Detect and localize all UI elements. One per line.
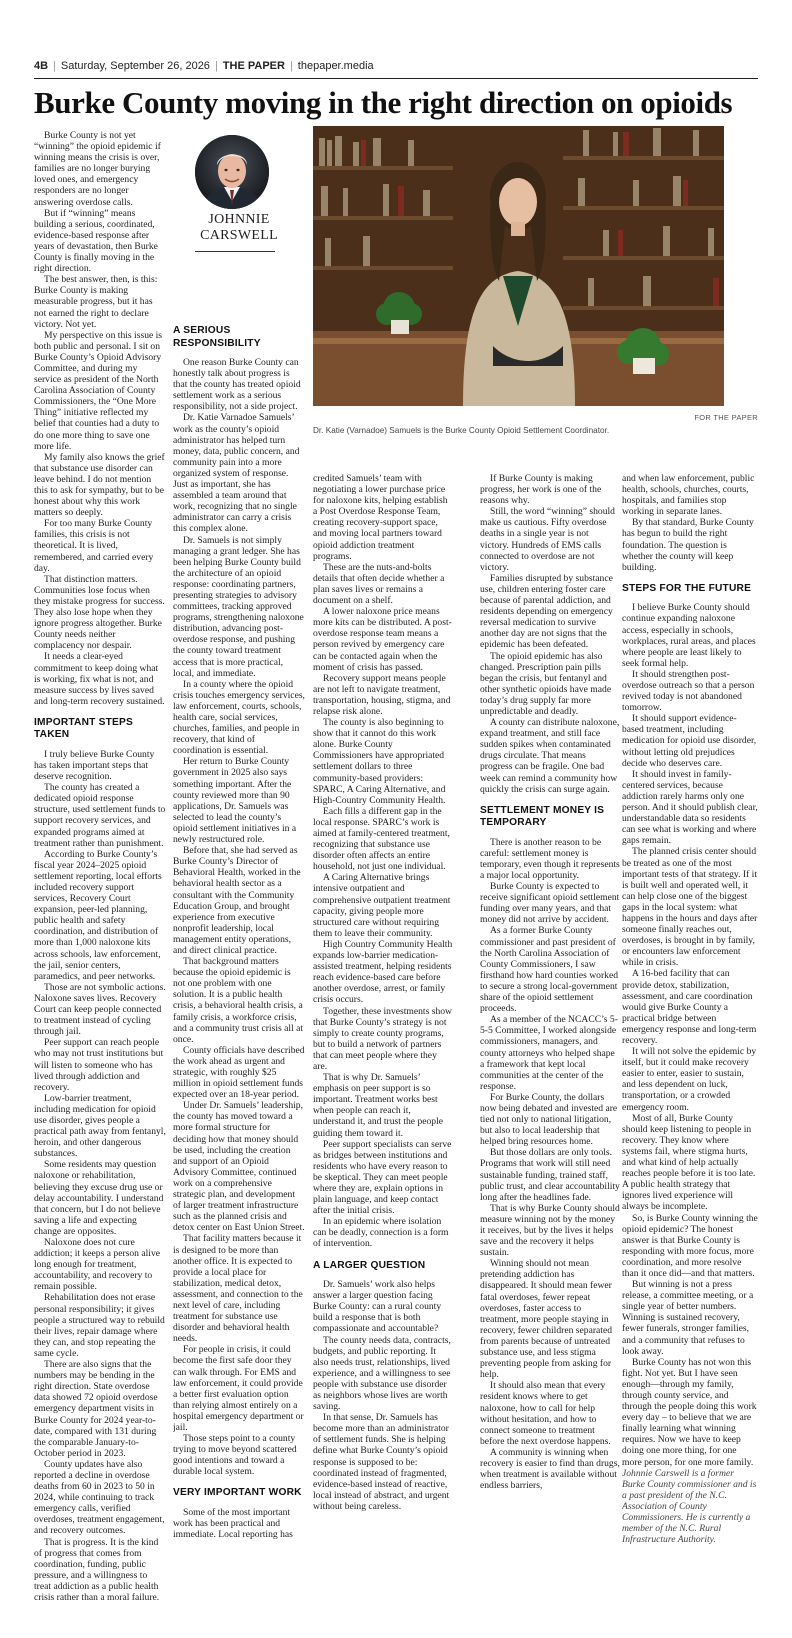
paragraph: One reason Burke County can honestly talk about progress is that the county has treated opioid settlement work as a serious responsibility, not a side project. (173, 357, 301, 413)
paragraph: Burke County has not won this fight. Not yet. But I have seen enough—through my family, through county service, and through the people doing this work every day – to believe that we are finally learning what winning requires. Now we have to keep doing one more thing, for one more person, for one more family. (622, 1356, 757, 1468)
paragraph: That distinction matters. Communities lose focus when they mistake progress for success. They also lose hope when they ignore progress altogether. Burke County needs neither complacency nor despair. (34, 573, 165, 652)
paragraph: Burke County is expected to receive significant opioid settlement funding over many years, and that money did not arrive by accident. (480, 881, 620, 926)
paragraph: Dr. Samuels is not simply managing a grant ledger. She has been helping Burke County build the architecture of an opioid response: coordinating partners, presenting strategies to advisory committees, tracking approved programs, strengthening naloxone distribution, advancing post-overdose response, and pushing the county toward treatment access that is more practical, local, and immediate. (173, 534, 304, 679)
paragraph: There are also signs that the numbers may be bending in the right direction. State overdose data showed 72 opioid overdose emergency department visits in Burke County for 2024 year-to-date, compared with 131 during the comparable January-to-October period in 2023. (34, 1359, 158, 1459)
paragraph: My perspective on this issue is both public and personal. I sit on Burke County’s Opioid Advisory Committee, and during my service as president of the North Carolina Association of County Commissioners, the “One More Thing” initiative reflected my belief that counties had a duty to do one more thing to save one more life. (34, 329, 163, 452)
paragraph: That is why Dr. Samuels’ emphasis on peer support is so important. Treatment works best when people can reach it, understand it, and trust the people guiding them toward it. (313, 1072, 444, 1139)
paragraph: Her return to Burke County government in 2025 also says something important. After the county reviewed more than 90 applications, Dr. Samuels was selected to lead the county’s opioid settlement initiatives in a newly restructured role. (173, 756, 297, 846)
paragraph: I truly believe Burke County has taken important steps that deserve recognition. (34, 748, 155, 783)
paragraph: Peer support specialists can serve as bridges between institutions and residents who have every reason to be skeptical. They can meet people where they are, explain options in plain language, and keep contact after the initial crisis. (313, 1138, 452, 1217)
paragraph: Each fills a different gap in the local response. SPARC’s work is aimed at family-centered treatment, recognizing that substance use disorder often affects an entire household, not just one individual. (313, 805, 450, 873)
paragraph: For people in crisis, it could become the first safe door they can walk through. For EMS and law enforcement, it could provide a better first evaluation option than relying almost entirely on a hospital emergency department or jail. (173, 1344, 304, 1433)
author-byline (173, 212, 305, 244)
paragraph: But those dollars are only tools. Programs that work will still need sustainable funding, trained staff, public trust, and clear accountability long after the headlines fade. (480, 1147, 620, 1203)
paragraph: According to Burke County’s fiscal year 2024–2025 opioid settlement reporting, local efforts included recovery support services, Recovery Court expansion, peer-led planning, public health and safety coordination, and distribution of more than 1,000 naloxone kits across schools, law enforcement, the jail, senior centers, paramedics, and peer networks. (34, 848, 162, 982)
feature-photo (313, 126, 724, 406)
paragraph: By that standard, Burke County has begun to build the right foundation. The question is whether the county will keep building. (622, 517, 754, 573)
paragraph-group (622, 473, 758, 573)
subhead-settlement-money: SETTLEMENT MONEY IS TEMPORARY (480, 804, 605, 829)
website-link[interactable]: thepaper.media (297, 60, 374, 72)
paragraph: That facility matters because it is designed to be more than another office. It is expected to provide a local place for stabilization, medical detox, assessment, and connection to the next level of care, including treatment for substance use disorder and behavioral health needs. (173, 1233, 303, 1345)
paragraph: Before that, she had served as Burke County’s Director of Behavioral Health, worked in the behavioral health sector as a consultant with the Community Education Group, and brought experience from executive nonprofit leadership, local management entity operations, and direct clinical practice. (173, 845, 301, 956)
paragraph-group (34, 749, 166, 1603)
author-first-name: JOHNNIE (208, 212, 270, 227)
paragraph-group (34, 130, 166, 707)
page-header: 4B | Saturday, September 26, 2026 | THE PAPER | thepaper.media (34, 60, 374, 72)
paragraph: Peer support can reach people who may not trust institutions but will listen to someone who has lived through addiction and recovery. (34, 1037, 164, 1093)
paragraph-group (480, 837, 620, 1492)
publication-name: THE PAPER (222, 60, 285, 72)
paragraph: Some of the most important work has been practical and immediate. Local reporting has (173, 1506, 293, 1541)
paragraph: For Burke County, the dollars now being debated and invested are tied not only to national litigation, but also to local leadership that helped bring resources home. (480, 1091, 618, 1148)
paragraph: It should invest in family-centered services, because addiction rarely harms only one person. And it should publish clear, understandable data so residents can see what is working and where gaps remain. (622, 768, 758, 847)
paragraph: In a county where the opioid crisis touches emergency services, law enforcement, courts, schools, health care, social services, churches, families, and people in recovery, that kind of coordination is essential. (173, 678, 305, 757)
paragraph: Low-barrier treatment, including medication for opioid use disorder, gives people a practical path away from fentanyl, heroin, and other dangerous substances. (34, 1092, 166, 1160)
article-column-5 (622, 473, 758, 1633)
paragraph: and when law enforcement, public health, schools, churches, courts, hospitals, and families stop working in separate lanes. (622, 473, 755, 518)
byline-rule (195, 251, 275, 252)
photo-caption: Dr. Katie (Varnadoe) Samuels is the Burke County Opioid Settlement Coordinator. (313, 426, 610, 435)
paragraph: It will not solve the epidemic by itself, but it could make recovery easier to enter, easier to sustain, and less dependent on luck, transportation, or a crowded emergency room. (622, 1046, 757, 1113)
photo-credit: FOR THE PAPER (694, 413, 758, 422)
subhead-serious-responsibility: A SERIOUS RESPONSIBILITY (173, 325, 261, 349)
paragraph-group (622, 602, 758, 1467)
paragraph: Those are not symbolic actions. Naloxone saves lives. Recovery Court can keep people connected to treatment instead of cycling through jail. (34, 981, 166, 1038)
article-column-1 (34, 130, 166, 1630)
article-column-4 (480, 473, 620, 1633)
paragraph: It should support evidence-based treatment, including medication for opioid use disorder, without letting old prejudices decide who deserves care. (622, 713, 757, 769)
author-last-name: CARSWELL (200, 228, 278, 243)
paragraph: The county is also beginning to show that it cannot do this work alone. Burke County Commissioners have appropriated settlement dollars to three community-based providers: SPARC, A Caring Alternative, and High-Country Community Health. (313, 717, 446, 806)
paragraph: The best answer, then, is this: Burke County is making measurable progress, but it has not earned the right to declare victory. Not yet. (34, 274, 158, 330)
paragraph: A Caring Alternative brings intensive outpatient and comprehensive outpatient treatment capacity, giving people more structured care without requiring them to leave their community. (313, 872, 451, 939)
paragraph: There is another reason to be careful: settlement money is temporary, even though it represents a major local opportunity. (480, 836, 620, 881)
paragraph: It should also mean that every resident knows where to get naloxone, how to call for help without hesitation, and how to connect someone to treatment before the next overdose happens. (480, 1380, 611, 1447)
page-number: 4B (34, 60, 49, 72)
paragraph: Families disrupted by substance use, children entering foster care because of parental addiction, and residents depending on emergency reversal medication to survive another day are not signs that the epidemic has been defeated. (480, 572, 613, 651)
paragraph: Some residents may question naloxone or rehabilitation, believing they excuse drug use or delay accountability. I understand that concern, but I do not believe saving a life and expecting change are opposites. (34, 1159, 164, 1237)
paragraph: If Burke County is making progress, her work is one of the reasons why. (480, 473, 602, 507)
paragraph: A 16-bed facility that can provide detox, stabilization, assessment, and care coordination would give Burke County a practical bridge between emergency response and long-term recovery. (622, 968, 757, 1046)
paragraph-group (480, 473, 620, 795)
paragraph: It needs a clear-eyed commitment to keep doing what is working, fix what is not, and measure success by lives saved and long-term recovery sustained. (34, 651, 165, 707)
subhead-steps-future: STEPS FOR THE FUTURE (622, 582, 752, 594)
paragraph: Naloxone does not cure addiction; it keeps a person alive long enough for treatment, accountability, and recovery to remain possible. (34, 1237, 161, 1293)
paragraph: In that sense, Dr. Samuels has become more than an administrator of settlement funds. She is helping define what Burke County’s opioid response is supposed to be: coordinated instead of fragmented, evidence-based instead of reactive, local instead of abstract, and urgent without being careless. (313, 1412, 450, 1512)
paragraph: A county can distribute naloxone, expand treatment, and still face sudden spikes when contaminated drugs circulate. That means progress can be fragile. One bad week can remind a community how quickly the crisis can surge again. (480, 717, 620, 795)
paragraph: Dr. Samuels’ work also helps answer a larger question facing Burke County: can a rural county build a response that is both compassionate and accountable? (313, 1279, 442, 1335)
paragraph: Dr. Katie Varnadoe Samuels’ work as the county’s opioid administrator has helped turn money, data, public concern, and community pain into a more organized system of response. Just as important, she has assembled a team around that work, recognizing that no single administrator can carry a crisis this complex alone. (173, 412, 300, 535)
paragraph: Under Dr. Samuels’ leadership, the county has moved toward a more formal structure for deciding how that money should be used, including the creation and support of an Opioid Advisory Committee, continued work on a comprehensive strategic plan, and development of larger treatment infrastructure such as the planned crisis and detox center on East Union Street. (173, 1100, 305, 1234)
article-column-3 (313, 473, 453, 1633)
paragraph-group (313, 1279, 453, 1512)
paragraph: Those steps point to a county trying to move beyond scattered good intentions and toward a durable local system. (173, 1433, 297, 1478)
paragraph: In an epidemic where isolation can be deadly, connection is a form of intervention. (313, 1216, 449, 1250)
paragraph: The opioid epidemic has also changed. Prescription pain pills began the crisis, but fentanyl and other synthetic opioids have made today’s drug supply far more unpredictable and deadly. (480, 650, 612, 717)
paragraph: But if “winning” means building a serious, coordinated, evidence-based response after years of devastation, then Burke County is finally moving in the right direction. (34, 207, 158, 275)
paragraph: But winning is not a press release, a committee meeting, or a single year of better numbers. Winning is sustained recovery, fewer funerals, stronger families, and a community that refuses to look away. (622, 1279, 754, 1357)
paragraph: These are the nuts-and-bolts details that often decide whether a plan saves lives or remains a document on a shelf. (313, 561, 445, 607)
paragraph: Burke County is not yet “winning” the opioid epidemic if winning means the crisis is over, families are no longer burying loved ones, and emergency responders are no longer answering overdose calls. (34, 130, 161, 208)
paragraph: The planned crisis center should be treated as one of the most important tests of that strategy. If it is built well and operated well, it can help close one of the biggest gaps in the local system: what happens in the hours and days after someone finally reaches out, overdoses, is brought in by family, or encounters law enforcement while in crisis. (622, 846, 758, 969)
paragraph: It should strengthen post-overdose outreach so that a person revived today is not abandoned tomorrow. (622, 668, 755, 714)
headline: Burke County moving in the right direction on opioids (34, 85, 733, 120)
paragraph: Still, the word “winning” should make us cautious. Fifty overdose deaths in a single year is not victory. Hundreds of EMS calls connected to overdose are not victory. (480, 506, 615, 573)
paragraph: As a former Burke County commissioner and past president of the North Carolina Association of County Commissioners, I saw firsthand how hard counties worked to secure a strong local-government share of the opioid settlement proceeds. (480, 925, 619, 1015)
paragraph: Rehabilitation does not erase personal responsibility; it gives people a structured way to rebuild their lives, repair damage where they can, and stop repeating the same cycle. (34, 1292, 165, 1359)
header-rule (34, 78, 758, 79)
paragraph-group (313, 473, 453, 1250)
paragraph: credited Samuels’ team with negotiating a lower purchase price for naloxone kits, helping establish a Post Overdose Response Team, creating recovery-support space, and moving local partners toward opioid addiction treatment programs. (313, 473, 448, 562)
paragraph: I believe Burke County should continue expanding naloxone access, especially in schools, workplaces, rural areas, and places where people are least likely to seek formal help. (622, 602, 756, 669)
subhead-very-important-work: VERY IMPORTANT WORK (173, 1487, 302, 1499)
issue-date: Saturday, September 26, 2026 (60, 60, 210, 72)
author-photo (195, 135, 269, 209)
paragraph: The county has created a dedicated opioid response structure, used settlement funds to support recovery services, and expanded programs aimed at treatment rather than punishment. (34, 782, 166, 849)
paragraph: A community is winning when recovery is easier to find than drugs, when treatment is available without endless barriers, (480, 1446, 620, 1492)
paragraph-group (173, 357, 305, 1477)
subhead-larger-question: A LARGER QUESTION (313, 1259, 426, 1271)
paragraph: That is why Burke County should measure winning not by the money it receives, but by the lives it helps save and the recovery it helps sustain. (480, 1202, 620, 1259)
subhead-important-steps: IMPORTANT STEPS TAKEN (34, 716, 134, 741)
paragraph: As a member of the NCACC’s 5-5-5 Committee, I worked alongside commissioners, managers, and county attorneys who helped shape a framework that kept local communities at the center of the response. (480, 1014, 618, 1092)
paragraph: That is progress. It is the kind of progress that comes from coordination, funding, public pressure, and a willingness to treat addiction as a public health crisis rather than a moral failure. (34, 1536, 160, 1603)
paragraph: For too many Burke County families, this crisis is not theoretical. It is lived, remembered, and carried every day. (34, 518, 154, 574)
paragraph: Most of all, Burke County should keep listening to people in recovery. They know where systems fail, where stigma hurts, and what kind of help actually reaches people before it is too late. A public health strategy that ignores lived experience will always be incomplete. (622, 1112, 756, 1213)
paragraph: Recovery support means people are not left to navigate treatment, transportation, housing, stigma, and relapse risk alone. (313, 672, 451, 717)
paragraph: Winning should not mean pretending addiction has disappeared. It should mean fewer fatal overdoses, fewer repeat overdoses, faster access to treatment, more people staying in recovery, fewer children separated from parents because of untreated substance use, and less stigma preventing people from asking for help. (480, 1258, 613, 1381)
paragraph: So, is Burke County winning the opioid epidemic? The honest answer is that Burke County is responding with more focus, more coordination, and more resolve than it once did—and that matters. (622, 1212, 758, 1279)
paragraph: That background matters because the opioid epidemic is not one problem with one solution. It is a public health crisis, a behavioral health crisis, a family crisis, a workforce crisis, and a community trust crisis all at once. (173, 956, 304, 1045)
paragraph: A lower naloxone price means more kits can be distributed. A post-overdose response team means a person revived by emergency care can be contacted again when the moment of crisis has passed. (313, 606, 452, 673)
paragraph: My family also knows the grief that substance use disorder can leave behind. I do not mention this to ask for sympathy, but to be honest about why this work matters so deeply. (34, 451, 165, 519)
paragraph: County officials have described the work ahead as urgent and strategic, with roughly $25 million in opioid settlement funds expected over an 18-year period. (173, 1044, 305, 1101)
paragraph: The county needs data, contracts, budgets, and public reporting. It also needs trust, relationships, lived experience, and a willingness to see people with substance use disorder as neighbors whose lives are worth saving. (313, 1334, 451, 1413)
paragraph: Together, these investments show that Burke County’s strategy is not simply to create county programs, but to build a network of partners that can meet people where they are. (313, 1005, 452, 1072)
paragraph: County updates have also reported a decline in overdose deaths from 60 in 2023 to 50 in 2024, while continuing to track emergency calls, verified overdoses, treatment engagement, and recovery outcomes. (34, 1458, 165, 1537)
author-bio: Johnnie Carswell is a former Burke County commissioner and is a past president of the N.C. Association of County Commissioners. He is currently a member of the N.C. Rural Infrastructure Authority. (622, 1467, 757, 1546)
article-column-2 (173, 325, 305, 1625)
paragraph: High Country Community Health expands low-barrier medication-assisted treatment, helping residents reach evidence-based care before another overdose, arrest, or family crisis occurs. (313, 938, 453, 1006)
